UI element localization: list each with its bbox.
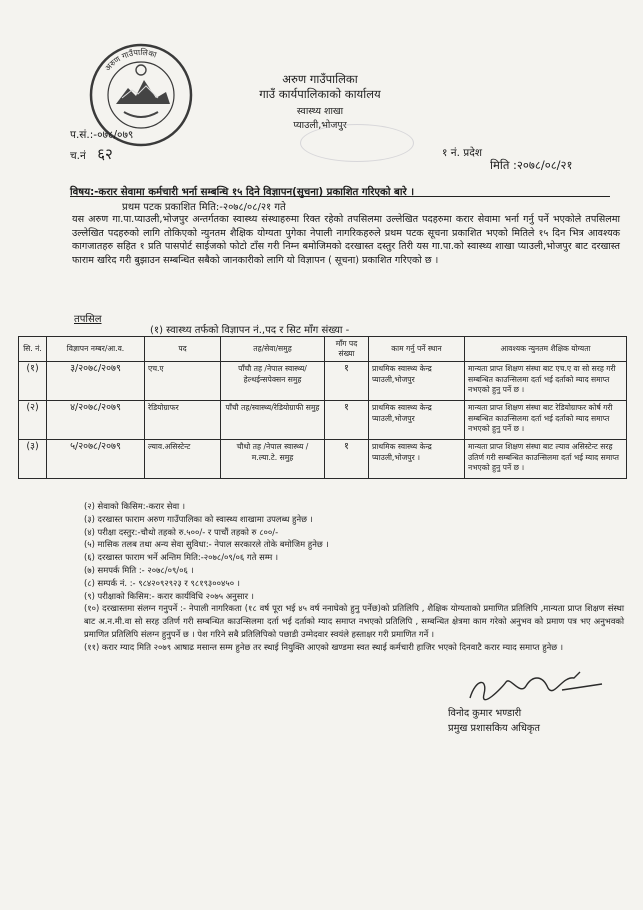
cell-level-service: पाँचौ तह/स्वास्थ्य/रेडियोग्राफी समुह [221,401,325,440]
subject-underline [70,196,610,197]
cell-qualification: मान्यता प्राप्त शिक्षण संस्था बाट रेडियोग्राफर कोर्ष गरी सम्बन्धित काउन्सिलमा दर्ता भई दर्ताको म्याद समाप्त नभएको हुनु पर्ने छ । [465,401,627,440]
header-sn: सि. नं. [19,337,47,362]
notice-date: मिति :२०७८/०८/२१ [490,158,573,172]
cell-qualification: मान्यता प्राप्त शिक्षण संस्था बाट एच.ए वा सो सरह गरी सम्बन्धित काउन्सिलमा दर्ता भई दर्ताको म्याद समाप्त नभएको हुनु पर्ने छ । [465,362,627,401]
list-item: (५) मासिक तलब तथा अन्य सेवा सुविधा:- नेपाल सरकारले तोके बमोजिम हुनेछ । [84,539,329,550]
cell-ad-number: ३/२०७८/२०७९ [47,362,145,401]
list-item: (७) समपर्क मिति :- २०७८/०९/०६ । [84,564,194,575]
table-row [19,440,627,479]
publish-date: प्रथम पटक प्रकाशित मिति:-२०७८/०८/२१ गते [122,202,286,213]
list-item: (८) सम्पर्क नं. :- ९८४२०९२९२३ र ९८१९३००४५० । [84,577,240,588]
table-row [19,362,627,401]
header-ad-number: विज्ञापन नम्बर/आ.व. [47,337,145,362]
subject-line: विषय:-करार सेवामा कर्मचारी भर्ना सम्बन्धि १५ दिने विज्ञापन(सुचना) प्रकाशित गरिएको बारे । [70,187,415,198]
cell-demand: १ [325,401,369,440]
emblem-ring-text: अरुण गाउँपालिका [103,47,158,73]
signatory-designation: प्रमुख प्रशासकिय अधिकृत [448,723,540,734]
dispatch-number [70,144,113,164]
cell-sn: (२) [19,401,47,440]
cell-work-place: प्राथमिक स्वास्थ्य केन्द्र प्याउली,भोजपुर [369,401,465,440]
list-item: (४) परीक्षा दस्तुर:-चौथो तहको रु.५००/- र पाचौं तहको रु ८००/- [84,526,279,537]
table-row [19,401,627,440]
office-name: गाउँ कार्यपालिकाको कार्यालय [259,87,381,101]
reference-number: प.सं.:-०७८/०७९ [70,129,134,141]
office-place: प्याउली,भोजपुर [293,120,347,131]
cell-level-service: चौथो तह /नेपाल स्वास्थ्य /म.ल्या.टे. समुह [221,440,325,479]
cell-work-place: प्राथमिक स्वास्थ्य केन्द्र प्याउली,भोजपुर [369,362,465,401]
header-qualification: आवश्यक न्युनतम शैक्षिक योग्यता [465,337,627,362]
vacancy-table [18,336,627,479]
list-item: (९) परीक्षाको किसिम:- करार कार्यविधि २०७५ अनुसार । [84,590,254,601]
header-level-service: तह/सेवा/समुह [221,337,325,362]
province: १ नं. प्रदेश [442,147,482,159]
cell-post: एच.ए [145,362,221,401]
cell-sn: (१) [19,362,47,401]
faded-stamp [300,124,414,162]
cell-demand: १ [325,440,369,479]
signature-icon [462,668,612,708]
header-work-place: काम गर्नु पर्ने स्थान [369,337,465,362]
signatory-name: विनोद कुमार भण्डारी [448,708,522,719]
cell-sn: (३) [19,440,47,479]
table-header-row [19,337,627,362]
list-item: (३) दरखास्त फाराम अरुण गाउँपालिका को स्वास्थ्य शाखामा उपलब्ध हुनेछ । [84,513,313,524]
details-heading: तपसिल [74,314,102,325]
table-caption: (१) स्वास्थ्य तर्फको विज्ञापन नं.,पद र सिट माँग संख्या - [150,325,350,336]
org-name: अरुण गाउँपालिका [282,72,358,86]
cell-post: रेडियोग्राफर [145,401,221,440]
list-item: (६) दरखास्त फाराम भर्ने अन्तिम मिति:-२०७८/०९/०६ गते सम्म । [84,552,279,563]
header-demand: माँग पद संख्या [325,337,369,362]
cell-post: ल्याव.असिस्टेन्ट [145,440,221,479]
cell-level-service: पाँचौ तह /नेपाल स्वास्थ्य/हेल्थईन्सपेक्सन समुह [221,362,325,401]
branch-name: स्वास्थ्य शाखा [296,106,344,117]
cell-ad-number: ४/२०७८/२०७९ [47,401,145,440]
notice-body: यस अरुण गा.पा.प्याउली,भोजपुर अन्तर्गतका स्वास्थ्य संस्थाहरुमा रिक्त रहेको तपसिलमा उल्लेखित पदहरुमा करार सेवामा भर्ना गर्नु पर्ने भएकोले तपसिलमा उल्लेखित पदहरुको लागि तोकिएको न्युनतम शैक्षिक योग्यता पुगेका नेपाली नागरिकहरुले प्रथम पटक सूचना प्रकाशित भएको मितिले १५ दिन भित्र आवश्यक कागजातहरु सहित १ प्रति पासपोर्ट साईजको फोटो टाँस गरी निम्न बमोजिमको दरखास्त दस्तुर तिरी यस गा.पा.को स्वास्थ्य शाखा प्याउली,भोजपुर बाट दरखास्त फाराम खरिद गरी बुझाउन सम्बन्धित सबैको जानकारीको लागि यो विज्ञापन ( सूचना) प्रकाशित गरिएको छ । [72,214,620,266]
list-item: (१०) दरखास्तमा संलग्न गनुपर्ने :- नेपाली नागरिकता (१८ वर्ष पूरा भई ४५ वर्ष ननाघेको हुनु पर्नेछ)को प्रतिलिपि , शैक्षिक योग्यताको प्रमाणित प्रतिलिपि ,मान्यता प्राप्त शिक्षण संस्था बाट अ.न.मी.वा सो सरह उतिर्ण गरी सम्बन्धित काउन्सिलमा दर्ता भई दर्ताको म्याद समाप्त नभएको प्रतिलिपि , सम्बन्धित क्षेत्रमा काम गरेको अनुभव को प्रमाण पत्र भए अनुभवको प्रमाणित प्रतिलिपि संलग्न हुनुपर्ने छ । पेश गरिने सबै प्रतिलिपिको पछाडी उम्मेदवार स्वयंले हस्ताक्षर गरी प्रमाणित गर्ने । [84,603,624,639]
conditions-list [84,500,624,654]
list-item: (२) सेवाको किसिम:-करार सेवा । [84,501,186,511]
dispatch-value: ६२ [97,145,113,163]
cell-demand: १ [325,362,369,401]
cell-work-place: प्राथमिक स्वास्थ्य केन्द्र प्याउली,भोजपुर । [369,440,465,479]
cell-ad-number: ५/२०७८/२०७९ [47,440,145,479]
list-item: (११) करार म्याद मिति २०७९ आषाढ मसान्त सम्म हुनेछ तर स्थाई नियुक्ति आएको खण्डमा स्वत स्थाई कर्मचारी हाजिर भएको दिनवाटै करार म्याद समाप्त हुनेछ । [84,641,564,652]
cell-qualification: मान्यता प्राप्त शिक्षण संस्था बाट ल्याव असिस्टेन्ट सरह उतिर्ण गरी सम्बन्धित काउन्सिलमा दर्ता भई म्याद समाप्त नभएको हुनु पर्ने छ । [465,440,627,479]
header-post: पद [145,337,221,362]
svg-text:अरुण गाउँपालिका [103,47,158,73]
dispatch-label: च.नं [70,150,86,162]
